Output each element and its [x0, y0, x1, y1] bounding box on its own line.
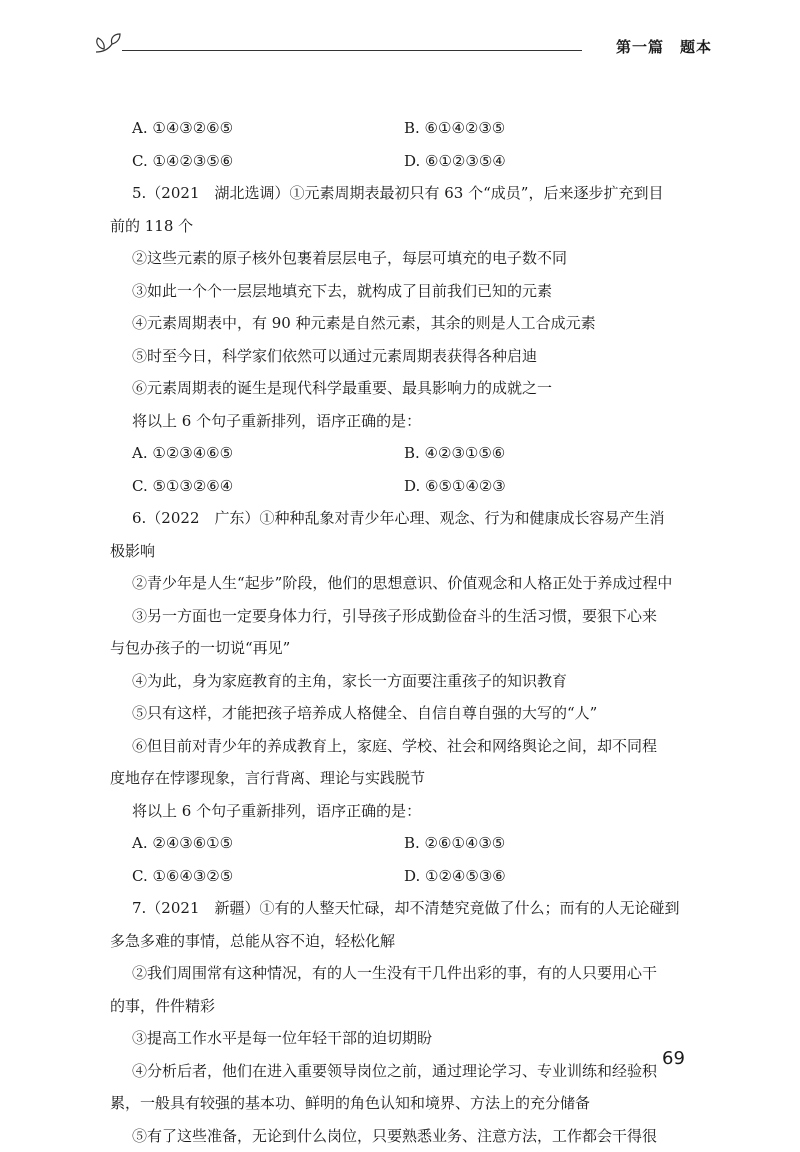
option-c: C. ⑤①③②⑥④ [110, 470, 404, 503]
q6-sentence-4: ④为此，身为家庭教育的主角，家长一方面要注重孩子的知识教育 [110, 665, 694, 698]
option-row [110, 437, 694, 470]
page-number: 69 [662, 1048, 685, 1069]
q6-sentence-2: ②青少年是人生“起步”阶段，他们的思想意识、价值观念和人格正处于养成过程中 [110, 567, 694, 600]
header-rule [122, 50, 582, 51]
q7-sentence-4-cont: 累，一般具有较强的基本功、鲜明的角色认知和境界、方法上的充分储备 [110, 1087, 694, 1120]
option-a: A. ①②③④⑥⑤ [110, 437, 404, 470]
q5-sentence-2: ②这些元素的原子核外包裹着层层电子，每层可填充的电子数不同 [110, 242, 694, 275]
q5-stem: 5.（2021 湖北选调）①元素周期表最初只有 63 个“成员”，后来逐步扩充到目 [110, 177, 694, 210]
q7-sentence-5: ⑤有了这些准备，无论到什么岗位，只要熟悉业务、注意方法，工作都会干得很 [110, 1120, 694, 1152]
header-title: 第一篇 题本 [616, 36, 712, 57]
q7-stem-cont: 多急多难的事情，总能从容不迫，轻松化解 [110, 925, 694, 958]
option-d: D. ①②④⑤③⑥ [404, 860, 506, 893]
option-c: C. ①④②③⑤⑥ [110, 145, 404, 178]
option-row [110, 112, 694, 145]
q5-prompt: 将以上 6 个句子重新排列，语序正确的是： [110, 405, 694, 438]
q6-sentence-5: ⑤只有这样，才能把孩子培养成人格健全、自信自尊自强的大写的“人” [110, 697, 694, 730]
q6-sentence-6: ⑥但目前对青少年的养成教育上，家庭、学校、社会和网络舆论之间，却不同程 [110, 730, 694, 763]
q5-stem-cont: 前的 118 个 [110, 210, 694, 243]
page-header [92, 30, 712, 62]
option-d: D. ⑥①②③⑤④ [404, 145, 506, 178]
q5-sentence-4: ④元素周期表中，有 90 种元素是自然元素，其余的则是人工合成元素 [110, 307, 694, 340]
q6-sentence-6-cont: 度地存在悖谬现象，言行背离、理论与实践脱节 [110, 762, 694, 795]
q7-sentence-3: ③提高工作水平是每一位年轻干部的迫切期盼 [110, 1022, 694, 1055]
option-a: A. ①④③②⑥⑤ [110, 112, 404, 145]
q6-stem: 6.（2022 广东）①种种乱象对青少年心理、观念、行为和健康成长容易产生消 [110, 502, 694, 535]
page-content [110, 112, 694, 1152]
option-d: D. ⑥⑤①④②③ [404, 470, 506, 503]
sprout-icon [92, 30, 126, 58]
q6-prompt: 将以上 6 个句子重新排列，语序正确的是： [110, 795, 694, 828]
option-b: B. ②⑥①④③⑤ [404, 827, 505, 860]
option-row [110, 470, 694, 503]
option-a: A. ②④③⑥①⑤ [110, 827, 404, 860]
q7-stem: 7.（2021 新疆）①有的人整天忙碌，却不清楚究竟做了什么；而有的人无论碰到 [110, 892, 694, 925]
option-c: C. ①⑥④③②⑤ [110, 860, 404, 893]
option-b: B. ④②③①⑤⑥ [404, 437, 505, 470]
q5-sentence-3: ③如此一个个一层层地填充下去，就构成了目前我们已知的元素 [110, 275, 694, 308]
q5-sentence-6: ⑥元素周期表的诞生是现代科学最重要、最具影响力的成就之一 [110, 372, 694, 405]
q6-stem-cont: 极影响 [110, 535, 694, 568]
option-row [110, 145, 694, 178]
q6-sentence-3-cont: 与包办孩子的一切说“再见” [110, 632, 694, 665]
q7-sentence-4: ④分析后者，他们在进入重要领导岗位之前，通过理论学习、专业训练和经验积 [110, 1055, 694, 1088]
option-row [110, 860, 694, 893]
option-row [110, 827, 694, 860]
q7-sentence-2-cont: 的事，件件精彩 [110, 990, 694, 1023]
q6-sentence-3: ③另一方面也一定要身体力行，引导孩子形成勤俭奋斗的生活习惯，要狠下心来 [110, 600, 694, 633]
q7-sentence-2: ②我们周围常有这种情况，有的人一生没有干几件出彩的事，有的人只要用心干 [110, 957, 694, 990]
q5-sentence-5: ⑤时至今日，科学家们依然可以通过元素周期表获得各种启迪 [110, 340, 694, 373]
option-b: B. ⑥①④②③⑤ [404, 112, 505, 145]
